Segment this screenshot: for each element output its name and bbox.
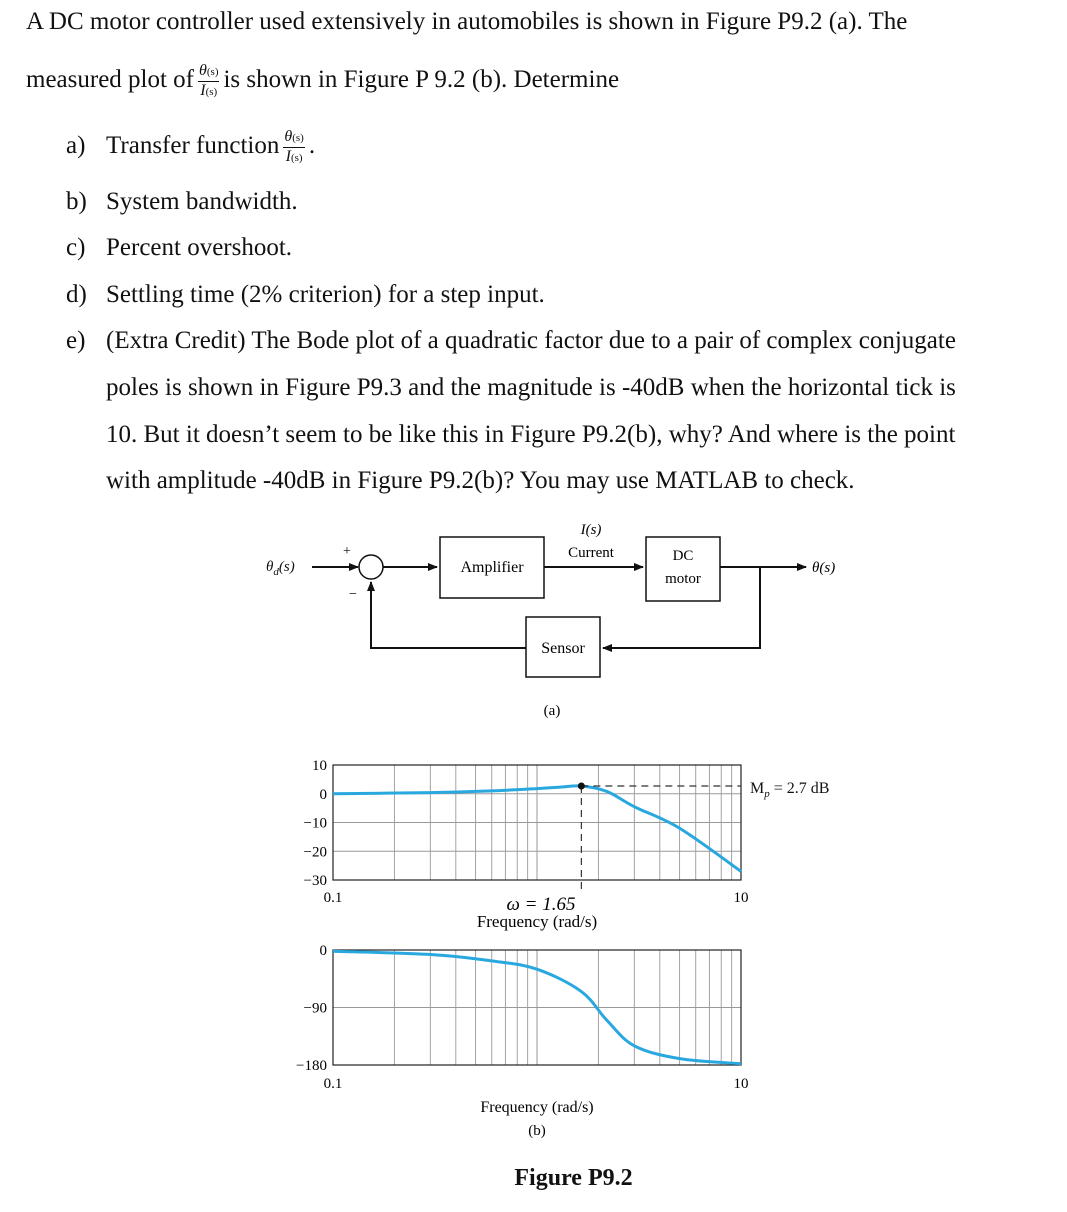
peak-annotation: $M_p = 2.7$ dB <box>750 780 830 800</box>
peak-frequency-label: ω = 1.65 <box>506 894 576 915</box>
peak-marker <box>578 782 585 789</box>
y-tick-label: −20 <box>303 844 327 861</box>
intro-text-a: measured plot of <box>26 66 195 94</box>
dc-motor-label-2: motor <box>665 571 701 587</box>
y-tick-label: 0 <box>319 786 327 803</box>
item-e: e) (Extra Credit) The Bode plot of a quadratic factor due to a pair of complex conjugate <box>66 327 956 354</box>
input-label: $\theta_d(s)$ <box>266 559 295 578</box>
figure-title: Figure P9.2 <box>514 1165 633 1191</box>
current-label: Current <box>568 545 614 561</box>
fraction-theta-over-i: $\frac{\theta(s)}{I(s)}$ <box>199 62 219 99</box>
y-tick-label: 10 <box>312 758 327 774</box>
item-e-line-2: poles is shown in Figure P9.3 and the magnitude is -40dB when the horizontal tick is <box>106 374 956 401</box>
dc-motor-block <box>646 537 720 601</box>
y-tick-label: −180 <box>296 1058 327 1074</box>
item-e-line-4: with amplitude -40dB in Figure P9.2(b)? You may use MATLAB to check. <box>106 467 855 494</box>
problem-intro-line-2 <box>26 62 619 101</box>
bode-plot <box>0 740 1067 1140</box>
dc-motor-label-1: DC <box>672 548 694 564</box>
bode-caption: (b) <box>528 1123 546 1139</box>
intro-text-b: is shown in Figure P 9.2 (b). Determine <box>223 66 620 94</box>
x-tick-label: 0.1 <box>323 1076 343 1092</box>
diagram-caption: (a) <box>543 703 561 719</box>
minus-sign: − <box>349 587 357 602</box>
y-tick-label: 0 <box>319 943 327 959</box>
y-tick-label: −10 <box>303 815 327 832</box>
summing-junction <box>359 555 383 579</box>
item-b: b) System bandwidth. <box>66 188 298 215</box>
magnitude-ticks <box>304 758 749 906</box>
x-tick-label: 10 <box>733 890 749 906</box>
x-tick-label: 10 <box>733 1076 749 1092</box>
problem-intro-line-1: A DC motor controller used extensively in automobiles is shown in Figure P9.2 (a). The <box>26 8 908 35</box>
sensor-label: Sensor <box>541 640 585 657</box>
item-a: a) Transfer function $\frac{\theta(s)}{I(s)}$ . <box>66 128 316 165</box>
x-tick-label: 0.1 <box>323 890 343 906</box>
plus-sign: + <box>343 544 351 559</box>
output-label: θ(s) <box>812 560 836 576</box>
item-e-line-3: 10. But it doesn’t seem to be like this in Figure P9.2(b), why? And where is the point <box>106 421 956 448</box>
magnitude-grid <box>333 765 741 880</box>
block-diagram <box>0 510 1067 725</box>
signal-top-label: I(s) <box>580 522 602 538</box>
y-tick-label: −30 <box>303 873 327 889</box>
phase-xlabel: Frequency (rad/s) <box>480 1099 594 1116</box>
magnitude-xlabel: Frequency (rad/s) <box>476 912 598 931</box>
y-tick-label: −90 <box>303 1000 327 1017</box>
amplifier-label: Amplifier <box>460 559 524 576</box>
item-d: d) Settling time (2% criterion) for a step input. <box>66 281 545 308</box>
fraction-transfer: $\frac{\theta(s)}{I(s)}$ <box>284 128 304 165</box>
phase-grid <box>333 950 741 1065</box>
item-c: c) Percent overshoot. <box>66 234 293 261</box>
